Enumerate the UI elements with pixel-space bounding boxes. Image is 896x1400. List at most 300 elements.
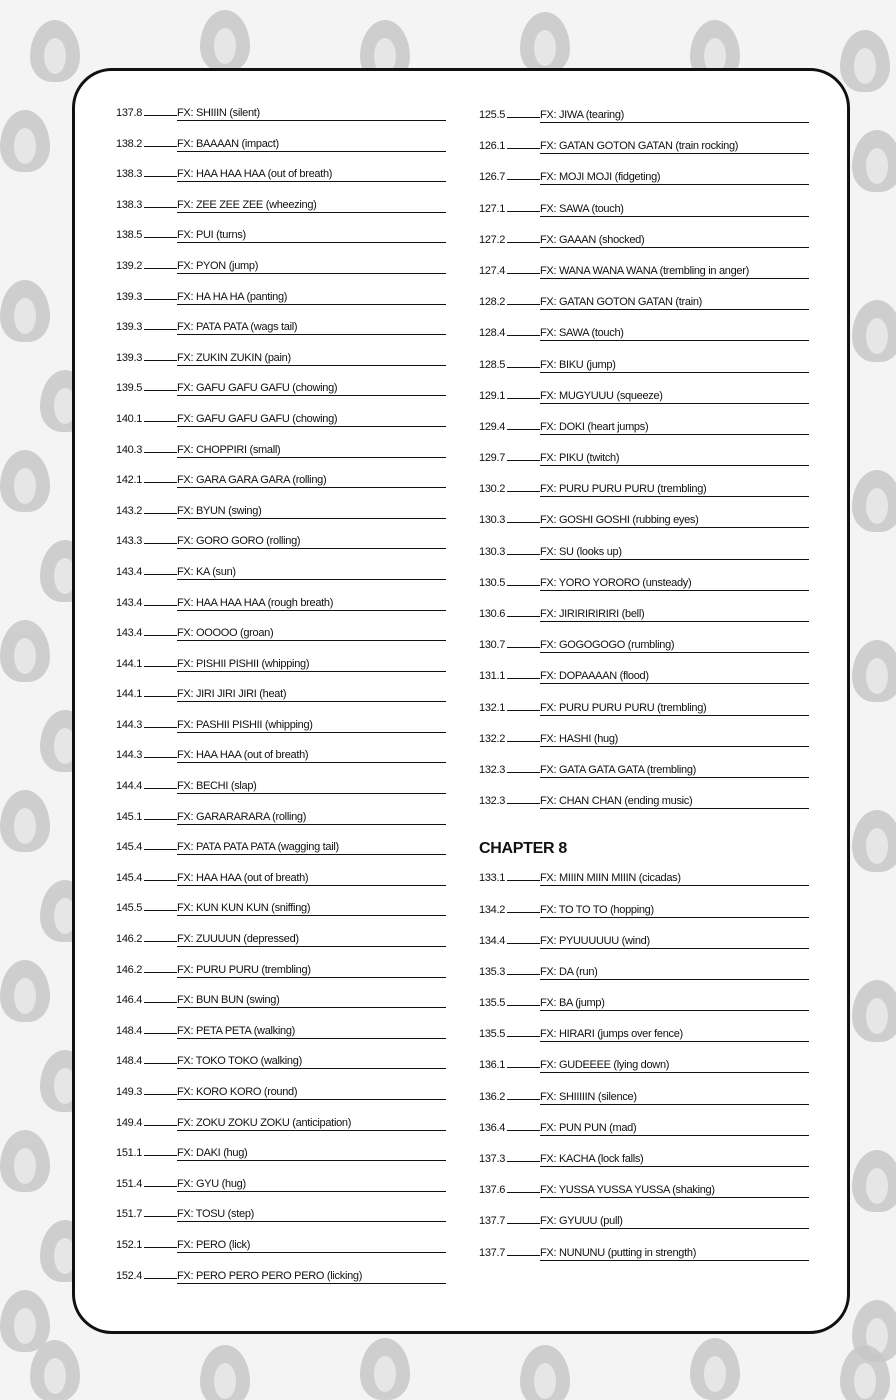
- underline-rule: [177, 273, 446, 274]
- penguin-silhouette: [852, 980, 896, 1042]
- page-number: 128.4: [479, 327, 506, 340]
- page-number: 138.3: [116, 168, 143, 181]
- fx-translation: FX: CHAN CHAN (ending music): [540, 795, 693, 808]
- page-number: 143.3: [116, 535, 143, 548]
- leader-line: [144, 176, 177, 177]
- page-number: 140.3: [116, 443, 143, 456]
- fx-entry: [116, 1048, 446, 1079]
- page-number: 127.1: [479, 202, 506, 215]
- underline-rule: [540, 683, 809, 684]
- leader-line: [144, 696, 177, 697]
- underline-rule: [540, 1041, 809, 1042]
- leader-line: [144, 849, 177, 850]
- underline-rule: [177, 579, 446, 580]
- page-number: 139.3: [116, 351, 143, 364]
- fx-entry: [479, 164, 809, 195]
- fx-entry: [116, 1171, 446, 1202]
- page-number: 137.8: [116, 107, 143, 119]
- page-number: 139.5: [116, 382, 143, 395]
- fx-translation: FX: PYUUUUUU (wind): [540, 934, 650, 947]
- fx-entry: [116, 375, 446, 406]
- page-number: 137.3: [479, 1153, 506, 1165]
- fx-entry: [116, 1110, 446, 1141]
- fx-translation: FX: ZEE ZEE ZEE (wheezing): [177, 198, 317, 211]
- fx-entry: [479, 726, 809, 757]
- page-number: 130.7: [479, 639, 506, 652]
- fx-translation: FX: MIIIN MIIN MIIIN (cicadas): [540, 872, 681, 885]
- leader-line: [507, 367, 540, 368]
- page-number: 138.2: [116, 137, 143, 150]
- fx-translation: FX: GYU (hug): [177, 1177, 246, 1190]
- page-number: 125.5: [479, 109, 506, 121]
- underline-rule: [177, 1007, 446, 1008]
- underline-rule: [540, 309, 809, 310]
- penguin-silhouette: [360, 1338, 410, 1400]
- fx-translation: FX: GARA GARA GARA (rolling): [177, 474, 327, 487]
- fx-entry: [479, 445, 809, 476]
- fx-entry: [116, 590, 446, 621]
- fx-translation: FX: HAA HAA (out of breath): [177, 749, 309, 762]
- page-number: 127.2: [479, 233, 506, 246]
- page-number: 133.1: [479, 872, 506, 885]
- fx-translation: FX: TOKO TOKO (walking): [177, 1055, 302, 1068]
- fx-entry: [479, 570, 809, 601]
- fx-translation: FX: JIWA (tearing): [540, 109, 625, 121]
- leader-line: [144, 237, 177, 238]
- underline-rule: [177, 977, 446, 978]
- underline-rule: [540, 885, 809, 886]
- page-number: 139.3: [116, 290, 143, 303]
- underline-rule: [177, 915, 446, 916]
- page-number: 134.2: [479, 903, 506, 916]
- fx-translation: FX: PISHII PISHII (whipping): [177, 657, 310, 670]
- fx-translation: FX: HAA HAA (out of breath): [177, 871, 309, 884]
- fx-translation: FX: OOOOO (groan): [177, 627, 274, 640]
- underline-rule: [177, 946, 446, 947]
- leader-line: [144, 482, 177, 483]
- underline-rule: [540, 590, 809, 591]
- underline-rule: [177, 120, 446, 121]
- underline-rule: [540, 403, 809, 404]
- leader-line: [144, 880, 177, 881]
- penguin-silhouette: [852, 1150, 896, 1212]
- fx-translation: FX: PERO PERO PERO PERO (licking): [177, 1269, 363, 1282]
- leader-line: [507, 1036, 540, 1037]
- page-number: 135.5: [479, 997, 506, 1010]
- fx-entry: [116, 651, 446, 682]
- leader-line: [144, 390, 177, 391]
- page-number: 129.4: [479, 420, 506, 433]
- page-number: 143.4: [116, 627, 143, 640]
- page-number: 129.7: [479, 452, 506, 465]
- page-number: 130.2: [479, 483, 506, 496]
- underline-rule: [177, 1038, 446, 1039]
- underline-rule: [540, 777, 809, 778]
- leader-line: [144, 146, 177, 147]
- leader-line: [144, 788, 177, 789]
- page-number: 145.5: [116, 902, 143, 915]
- penguin-silhouette: [852, 130, 896, 192]
- underline-rule: [177, 1160, 446, 1161]
- leader-line: [507, 647, 540, 648]
- underline-rule: [177, 242, 446, 243]
- fx-entry: [116, 345, 446, 376]
- fx-entry: [116, 131, 446, 162]
- underline-rule: [540, 917, 809, 918]
- underline-rule: [540, 247, 809, 248]
- fx-translation: FX: GOGOGOGO (rumbling): [540, 639, 675, 652]
- leader-line: [144, 941, 177, 942]
- page-number: 138.5: [116, 229, 143, 242]
- page-number: 145.1: [116, 810, 143, 823]
- fx-translation: FX: GARARARARA (rolling): [177, 810, 307, 823]
- fx-entry: [479, 539, 809, 570]
- fx-translation: FX: BAAAAN (impact): [177, 137, 279, 150]
- underline-rule: [177, 181, 446, 182]
- fx-translation: FX: DOPAAAAN (flood): [540, 670, 649, 683]
- underline-rule: [177, 304, 446, 305]
- underline-rule: [177, 610, 446, 611]
- fx-entry: [116, 1232, 446, 1263]
- fx-translation: FX: HAA HAA HAA (rough breath): [177, 596, 334, 609]
- fx-entry: [479, 695, 809, 726]
- fx-translation: FX: CHOPPIRI (small): [177, 443, 281, 456]
- leader-line: [144, 819, 177, 820]
- underline-rule: [177, 671, 446, 672]
- leader-line: [144, 727, 177, 728]
- fx-entry: [116, 498, 446, 529]
- page-number: 148.4: [116, 1055, 143, 1068]
- penguin-silhouette: [852, 470, 896, 532]
- fx-entry: [479, 1115, 809, 1146]
- fx-translation: FX: GATA GATA GATA (trembling): [540, 763, 697, 776]
- page-number: 144.1: [116, 688, 143, 701]
- fx-entry: [479, 1052, 809, 1083]
- fx-entry: [479, 1208, 809, 1239]
- page-number: 149.4: [116, 1116, 143, 1129]
- page-number: 146.4: [116, 994, 143, 1007]
- page-number: 140.1: [116, 412, 143, 425]
- fx-entry: [116, 1201, 446, 1232]
- penguin-silhouette: [520, 12, 570, 74]
- underline-rule: [177, 1283, 446, 1284]
- underline-rule: [540, 1228, 809, 1229]
- fx-translation: FX: BIKU (jump): [540, 358, 616, 371]
- underline-rule: [177, 701, 446, 702]
- leader-line: [507, 803, 540, 804]
- page-number: 143.2: [116, 504, 143, 517]
- leader-line: [507, 1067, 540, 1068]
- penguin-silhouette: [0, 790, 50, 852]
- left-column: [116, 100, 446, 1293]
- fx-entry: [116, 620, 446, 651]
- underline-rule: [177, 1252, 446, 1253]
- fx-entry: [479, 1146, 809, 1177]
- fx-entry: [116, 926, 446, 957]
- page-number: 144.1: [116, 657, 143, 670]
- fx-entry: [479, 414, 809, 445]
- page-number: 130.6: [479, 608, 506, 620]
- leader-line: [507, 943, 540, 944]
- fx-entry: [479, 196, 809, 227]
- page-number: 132.3: [479, 795, 506, 808]
- fx-entry: [116, 528, 446, 559]
- page-number: 132.3: [479, 763, 506, 776]
- leader-line: [507, 117, 540, 118]
- underline-rule: [540, 184, 809, 185]
- underline-rule: [540, 340, 809, 341]
- fx-entry: [116, 437, 446, 468]
- underline-rule: [540, 278, 809, 279]
- penguin-silhouette: [0, 110, 50, 172]
- fx-translation: FX: GAFU GAFU GAFU (chowing): [177, 382, 338, 395]
- leader-line: [507, 1161, 540, 1162]
- page-number: 132.2: [479, 732, 506, 745]
- fx-entry: [116, 284, 446, 315]
- penguin-silhouette: [840, 30, 890, 92]
- fx-translation: FX: KORO KORO (round): [177, 1086, 298, 1098]
- leader-line: [144, 421, 177, 422]
- underline-rule: [177, 732, 446, 733]
- leader-line: [144, 1125, 177, 1126]
- penguin-silhouette: [852, 810, 896, 872]
- leader-line: [507, 460, 540, 461]
- fx-entry: [479, 990, 809, 1021]
- underline-rule: [540, 808, 809, 809]
- fx-translation: FX: GAAAN (shocked): [540, 233, 645, 246]
- fx-translation: FX: SHIIIN (silent): [177, 107, 260, 119]
- leader-line: [144, 1063, 177, 1064]
- fx-translation: FX: GUDEEEE (lying down): [540, 1059, 670, 1072]
- fx-translation: FX: HA HA HA (panting): [177, 290, 288, 303]
- fx-translation: FX: SAWA (touch): [540, 202, 624, 215]
- fx-entry: [479, 1021, 809, 1052]
- penguin-silhouette: [520, 1345, 570, 1400]
- page-number: 139.2: [116, 259, 143, 272]
- page-number: 151.1: [116, 1147, 143, 1160]
- fx-entry: [116, 253, 446, 284]
- page-number: 152.1: [116, 1238, 143, 1251]
- page-number: 126.7: [479, 171, 506, 184]
- fx-entry: [116, 957, 446, 988]
- chapter-heading: CHAPTER 8: [479, 840, 567, 858]
- page-number: 137.7: [479, 1246, 506, 1259]
- leader-line: [507, 304, 540, 305]
- fx-translation: FX: PYON (jump): [177, 259, 259, 272]
- fx-translation: FX: DA (run): [540, 965, 598, 978]
- underline-rule: [540, 372, 809, 373]
- underline-rule: [177, 1130, 446, 1131]
- fx-entry: [479, 865, 809, 896]
- leader-line: [507, 678, 540, 679]
- leader-line: [144, 452, 177, 453]
- fx-translation: FX: BA (jump): [540, 997, 605, 1010]
- underline-rule: [540, 559, 809, 560]
- page-number: 148.4: [116, 1024, 143, 1037]
- underline-rule: [177, 212, 446, 213]
- page-number: 130.3: [479, 514, 506, 527]
- fx-entry: [479, 258, 809, 289]
- leader-line: [507, 179, 540, 180]
- underline-rule: [177, 793, 446, 794]
- fx-translation: FX: KACHA (lock falls): [540, 1153, 644, 1165]
- leader-line: [507, 1223, 540, 1224]
- leader-line: [507, 1255, 540, 1256]
- leader-line: [144, 513, 177, 514]
- fx-entry: [479, 320, 809, 351]
- leader-line: [507, 880, 540, 881]
- leader-line: [507, 398, 540, 399]
- fx-entry: [479, 1240, 809, 1271]
- penguin-silhouette: [690, 1338, 740, 1400]
- fx-entry: [116, 834, 446, 865]
- page-number: 152.4: [116, 1269, 143, 1282]
- fx-entry: [479, 897, 809, 928]
- fx-entry: [479, 102, 809, 133]
- fx-translation: FX: PATA PATA PATA (wagging tail): [177, 841, 339, 854]
- leader-line: [144, 1247, 177, 1248]
- fx-entry: [116, 100, 446, 131]
- penguin-silhouette: [200, 10, 250, 72]
- leader-line: [144, 360, 177, 361]
- page-number: 130.3: [479, 545, 506, 558]
- fx-entry: [116, 192, 446, 223]
- fx-translation: FX: SHIIIIIN (silence): [540, 1090, 637, 1103]
- page-number: 151.7: [116, 1208, 143, 1221]
- leader-line: [144, 268, 177, 269]
- fx-entry: [479, 352, 809, 383]
- leader-line: [507, 273, 540, 274]
- underline-rule: [540, 1104, 809, 1105]
- fx-entry: [116, 222, 446, 253]
- fx-translation: FX: BYUN (swing): [177, 504, 262, 517]
- underline-rule: [177, 457, 446, 458]
- underline-rule: [177, 1191, 446, 1192]
- underline-rule: [177, 885, 446, 886]
- leader-line: [507, 1099, 540, 1100]
- penguin-silhouette: [0, 280, 50, 342]
- leader-line: [144, 543, 177, 544]
- underline-rule: [540, 1072, 809, 1073]
- underline-rule: [540, 652, 809, 653]
- page-number: 143.4: [116, 565, 143, 578]
- leader-line: [507, 554, 540, 555]
- underline-rule: [540, 1260, 809, 1261]
- leader-line: [507, 616, 540, 617]
- chapter-8-list: [479, 865, 809, 1270]
- fx-entry: [116, 161, 446, 192]
- fx-entry: [116, 1140, 446, 1171]
- penguin-silhouette: [0, 1290, 50, 1352]
- underline-rule: [177, 1221, 446, 1222]
- fx-entry: [116, 742, 446, 773]
- fx-entry: [116, 865, 446, 896]
- fx-entry: [116, 1018, 446, 1049]
- fx-entry: [116, 804, 446, 835]
- fx-entry: [479, 928, 809, 959]
- underline-rule: [540, 1135, 809, 1136]
- fx-translation: FX: JIRIRIRIRIRI (bell): [540, 608, 645, 620]
- fx-translation: FX: YUSSA YUSSA YUSSA (shaking): [540, 1184, 715, 1197]
- fx-translation: FX: HASHI (hug): [540, 732, 619, 745]
- underline-rule: [177, 518, 446, 519]
- fx-translation: FX: GOSHI GOSHI (rubbing eyes): [540, 514, 699, 527]
- fx-translation: FX: PIKU (twitch): [540, 452, 620, 465]
- fx-entry: [116, 712, 446, 743]
- underline-rule: [540, 465, 809, 466]
- leader-line: [144, 1094, 177, 1095]
- page-number: 149.3: [116, 1086, 143, 1098]
- fx-translation: FX: BUN BUN (swing): [177, 994, 280, 1007]
- page-number: 138.3: [116, 198, 143, 211]
- page-number: 126.1: [479, 140, 506, 153]
- fx-translation: FX: TOSU (step): [177, 1208, 255, 1221]
- underline-rule: [540, 496, 809, 497]
- fx-translation: FX: NUNUNU (putting in strength): [540, 1246, 697, 1259]
- fx-translation: FX: PUN PUN (mad): [540, 1121, 637, 1134]
- fx-translation: FX: HIRARI (jumps over fence): [540, 1028, 683, 1041]
- fx-entry: [479, 788, 809, 819]
- page-number: 151.4: [116, 1177, 143, 1190]
- leader-line: [507, 335, 540, 336]
- page-number: 131.1: [479, 670, 506, 683]
- fx-translation: FX: GATAN GOTON GATAN (train): [540, 296, 703, 309]
- fx-entry: [479, 959, 809, 990]
- underline-rule: [177, 762, 446, 763]
- leader-line: [144, 910, 177, 911]
- leader-line: [507, 710, 540, 711]
- leader-line: [144, 329, 177, 330]
- fx-translation: FX: ZUUUUN (depressed): [177, 933, 299, 946]
- page-number: 130.5: [479, 576, 506, 589]
- leader-line: [507, 1192, 540, 1193]
- underline-rule: [177, 640, 446, 641]
- page-number: 136.4: [479, 1121, 506, 1134]
- fx-entry: [479, 289, 809, 320]
- leader-line: [507, 741, 540, 742]
- leader-line: [507, 1005, 540, 1006]
- fx-entry: [479, 663, 809, 694]
- fx-entry: [116, 406, 446, 437]
- penguin-silhouette: [30, 20, 80, 82]
- penguin-silhouette: [852, 640, 896, 702]
- underline-rule: [177, 1099, 446, 1100]
- leader-line: [507, 912, 540, 913]
- fx-translation: FX: PUI (turns): [177, 229, 246, 242]
- fx-entry: [479, 632, 809, 663]
- underline-rule: [540, 979, 809, 980]
- leader-line: [144, 635, 177, 636]
- page-number: 144.3: [116, 749, 143, 762]
- underline-rule: [540, 1197, 809, 1198]
- underline-rule: [540, 621, 809, 622]
- page-number: 143.4: [116, 596, 143, 609]
- page-number: 136.1: [479, 1059, 506, 1072]
- penguin-silhouette: [30, 1340, 80, 1400]
- underline-rule: [540, 1166, 809, 1167]
- fx-entry: [479, 1177, 809, 1208]
- fx-entry: [116, 1079, 446, 1110]
- leader-line: [144, 1155, 177, 1156]
- fx-translation: FX: PASHII PISHII (whipping): [177, 718, 313, 731]
- leader-line: [144, 1002, 177, 1003]
- page-number: 139.3: [116, 321, 143, 334]
- underline-rule: [177, 426, 446, 427]
- fx-entry: [479, 1084, 809, 1115]
- page-number: 136.2: [479, 1090, 506, 1103]
- page-number: 134.4: [479, 934, 506, 947]
- page-number: 146.2: [116, 933, 143, 946]
